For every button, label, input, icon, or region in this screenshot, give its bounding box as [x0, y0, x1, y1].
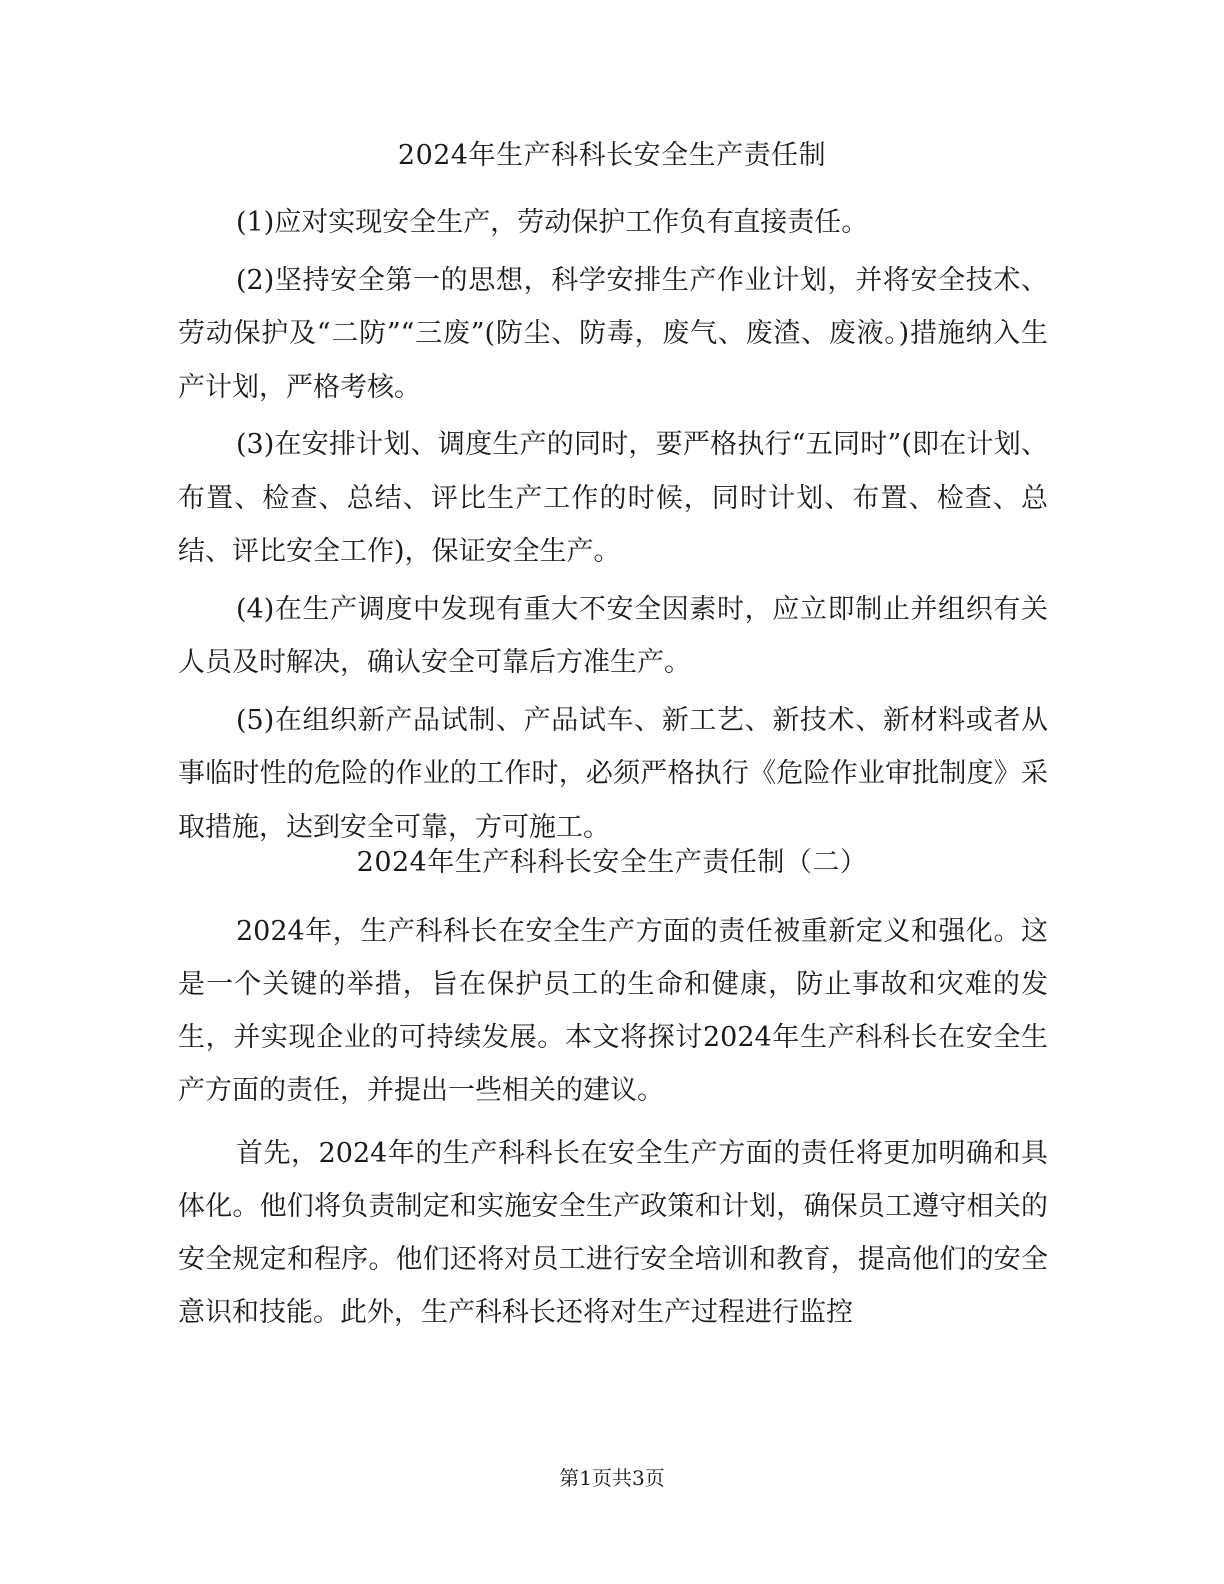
document-title: 2024年生产科科长安全生产责任制 [397, 140, 827, 171]
paragraph: (1)应对实现安全生产，劳动保护工作负有直接责任。 [236, 207, 869, 238]
paragraph: (2)坚持安全第一的思想，科学安排生产作业计划，并将安全技术、劳动保护及“二防”“三废”(防尘、防毒，废气、废渣、废液。)措施纳入生产计划，严格考核。 [178, 264, 1048, 403]
section-title: 2024年生产科科长安全生产责任制（二） [356, 847, 868, 878]
paragraph: (3)在安排计划、调度生产的同时，要严格执行“五同时”(即在计划、布置、检查、总结、评比生产工作的时候，同时计划、布置、检查、总结、评比安全工作)，保证安全生产。 [178, 429, 1048, 567]
paragraph: 2024年，生产科科长在安全生产方面的责任被重新定义和强化。这是一个关键的举措，旨在保护员工的生命和健康，防止事故和灾难的发生，并实现企业的可持续发展。本文将探讨2024年生产科科长在安全生产方面的责任，并提出一些相关的建议。 [178, 916, 1048, 1106]
section-1-body [178, 196, 1048, 858]
paragraph: 首先，2024年的生产科科长在安全生产方面的责任将更加明确和具体化。他们将负责制定和实施安全生产政策和计划，确保员工遵守相关的安全规定和程序。他们还将对员工进行安全培训和教育，提高他们的安全意识和技能。此外，生产科科长还将对生产过程进行监控 [178, 1138, 1048, 1328]
section-2-body [178, 905, 1048, 1349]
page-number-footer: 第1页共3页 [559, 1466, 665, 1490]
paragraph: (4)在生产调度中发现有重大不安全因素时，应立即制止并组织有关人员及时解决，确认安全可靠后方准生产。 [178, 593, 1048, 678]
paragraph: (5)在组织新产品试制、产品试车、新工艺、新技术、新材料或者从事临时性的危险的作业的工作时，必须严格执行《危险作业审批制度》采取措施，达到安全可靠，方可施工。 [178, 704, 1048, 843]
